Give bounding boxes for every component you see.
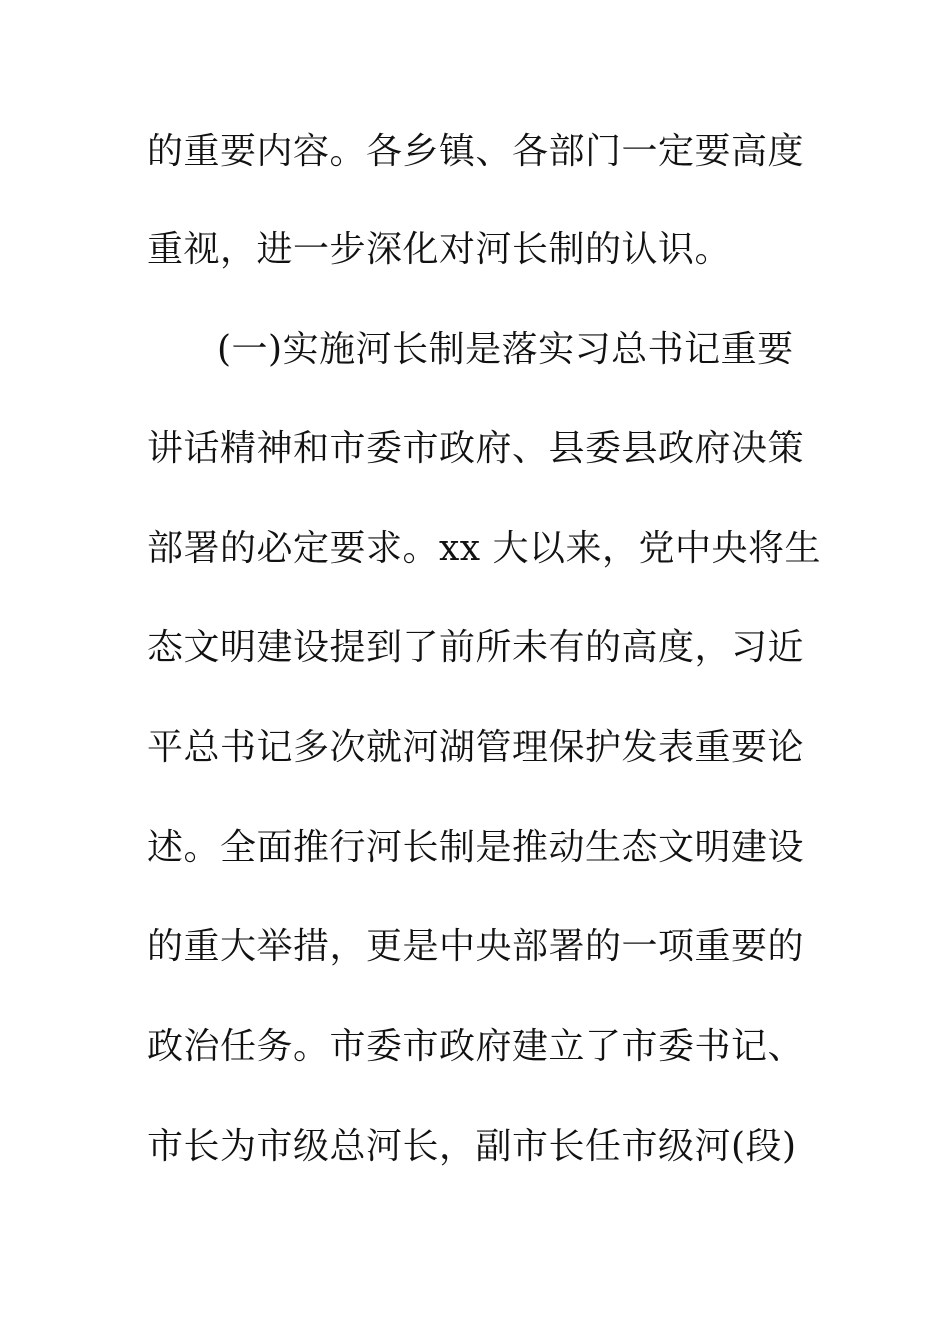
paragraph-line: 的重要内容。各乡镇、各部门一定要高度 xyxy=(147,131,805,172)
paragraph-line: 述。全面推行河长制是推动生态文明建设 xyxy=(147,827,805,868)
paragraph-line: 的重大举措，更是中央部署的一项重要的 xyxy=(147,926,805,967)
paragraph-line: 讲话精神和市委市政府、县委县政府决策 xyxy=(147,428,805,469)
paragraph-line: 市长为市级总河长，副市长任市级河(段) xyxy=(147,1126,797,1167)
paragraph-line: 平总书记多次就河湖管理保护发表重要论 xyxy=(147,727,805,768)
paragraph-line: 态文明建设提到了前所未有的高度，习近 xyxy=(147,627,805,668)
section-heading-line: (一)实施河长制是落实习总书记重要 xyxy=(217,329,794,370)
paragraph-line: 部署的必定要求。xx 大以来，党中央将生 xyxy=(147,528,822,569)
paragraph-line: 重视，进一步深化对河长制的认识。 xyxy=(147,229,732,270)
paragraph-line: 政治任务。市委市政府建立了市委书记、 xyxy=(147,1026,805,1067)
